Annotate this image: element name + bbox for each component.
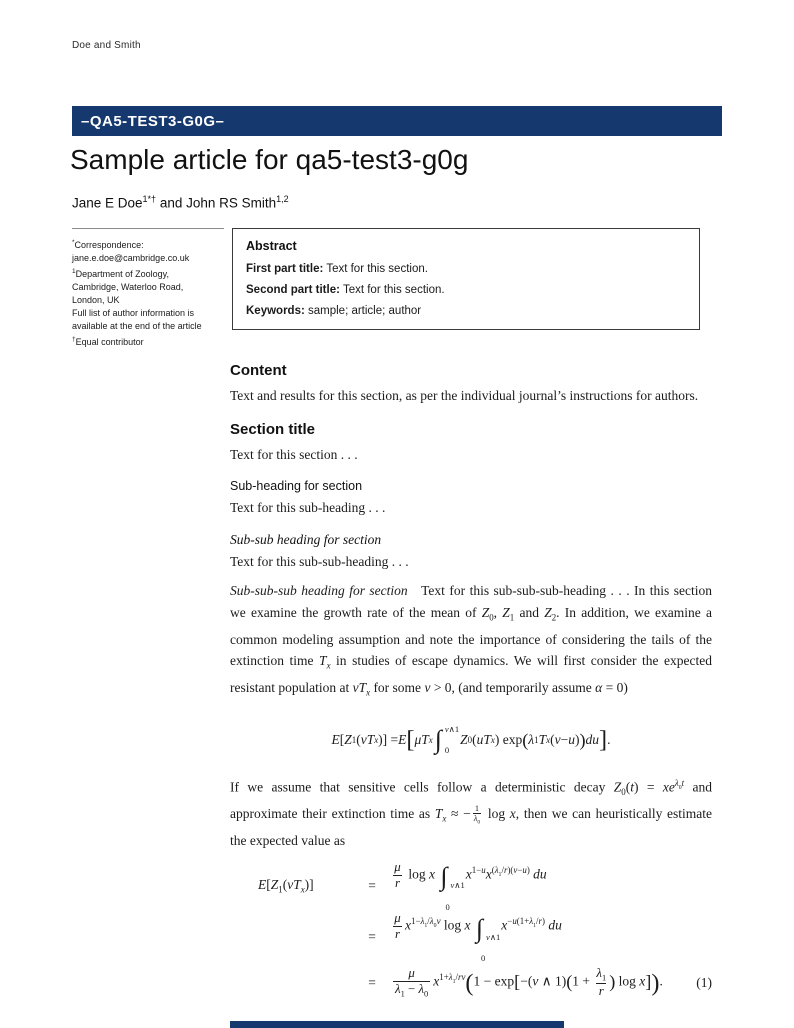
equation-rhs: $\frac{\mu}{r}$ $x^{1-\lambda_1/\lambda_0v}$ log x ∫ v∧1 0 $x^{-u(1+\lambda_1/r)}$ du xyxy=(394,911,562,964)
abstract-text: Text for this section. xyxy=(342,284,445,296)
equation-relation: = xyxy=(368,928,376,944)
abstract-label: First part title: xyxy=(246,263,324,275)
subsubsub-paragraph: Sub-sub-sub heading for section Text for this sub-sub-sub-heading . . . In this section we examine the growth rate of the mean of $Z_0$, $Z_1$ and $Z_2$. In addition, we examine a common modeling assumption and note the importance of considering the tails of the extinction time $T_x$ in studies of escape dynamics. We will first consider the expected resistant population at $vT_x$ for some v > 0, (and temporarily assume α = 0) xyxy=(230,583,713,699)
section-heading: Section title xyxy=(230,420,316,438)
aligned-equation-block xyxy=(230,860,712,1003)
abstract-box xyxy=(232,228,700,330)
journal-banner xyxy=(72,106,722,136)
content-paragraph: Text and results for this section, as per the individual journal’s instructions for authors. xyxy=(230,388,699,403)
equation-rhs: $\frac{\mu}{\lambda_1 - \lambda_0}$ $x^{1+\lambda_1/rv}(1 - \exp[-(v$ ∧ 1)(1 + $\frac{\lambda_1}{r}$ ) log x]). xyxy=(395,966,663,999)
abstract-line xyxy=(246,284,686,296)
display-equation: E [ Z 1 ( vT x )] = E [ μT x ∫ v∧1 0 Z 0 ( uT x ) exp ( λ 1 T x ( v − u ) ) du ] . xyxy=(331,723,611,756)
author-info-note: available at the end of the article xyxy=(72,321,202,331)
subsubheading-paragraph: Text for this sub-sub-heading . . . xyxy=(230,553,409,569)
affiliation-line: Cambridge, Waterloo Road, xyxy=(72,282,184,292)
abstract-line xyxy=(246,263,686,275)
footer-bar xyxy=(230,1021,564,1028)
correspondence-block xyxy=(72,228,224,349)
estimate-paragraph: If we assume that sensitive cells follow a deterministic decay $Z_0(t) = xe^{\lambda_0t}$ and approximate their extinction time as $T_x$ ≈ − $\frac{1}{\lambda_0}$ log x, then we can heuristically estimate the expected value as xyxy=(230,777,713,849)
affiliation-line: London, UK xyxy=(72,295,120,305)
affiliation-line: $^1$Department of Zoology, xyxy=(72,268,170,279)
section-paragraph: Text for this section . . . xyxy=(230,446,358,462)
keywords-text: sample; article; author xyxy=(308,305,422,317)
correspondence-label: *Correspondence: xyxy=(72,239,144,250)
abstract-heading: Abstract xyxy=(246,239,297,253)
subsubheading: Sub-sub heading for section xyxy=(230,531,382,547)
equation-row xyxy=(230,911,712,962)
equation-relation: = xyxy=(368,974,376,990)
author-info-note: Full list of author information is xyxy=(72,308,195,318)
keywords-label: Keywords: xyxy=(246,305,305,317)
banner-text: –QA5-TEST3-G0G– xyxy=(81,112,225,130)
equation-number: (1) xyxy=(696,974,712,990)
abstract-line xyxy=(246,305,686,317)
correspondence-email[interactable]: jane.e.doe@cambridge.co.uk xyxy=(72,253,190,263)
subheading: Sub-heading for section xyxy=(230,479,363,493)
equation-row xyxy=(230,963,712,1003)
running-head: Doe and Smith xyxy=(72,40,141,51)
authors-line: Jane E Doe$^{1*\dagger}$ and John RS Smith$^{1,2}$ xyxy=(72,194,289,211)
abstract-label: Second part title: xyxy=(246,284,340,296)
equation-rhs: $\frac{\mu}{r}$ log x ∫ v∧1 0 $x^{1-u}x^{(\lambda_1/r)(v-u)}$ du xyxy=(394,859,547,912)
equation-row xyxy=(230,860,712,911)
equal-contributor-note: †Equal contributor xyxy=(72,336,144,347)
content-heading: Content xyxy=(230,362,287,379)
article-title: Sample article for qa5-test3-g0g xyxy=(70,144,469,175)
article-body xyxy=(230,362,712,1003)
equation-lhs: $E[Z_1(vT_x)]$ xyxy=(258,876,314,895)
abstract-text: Text for this section. xyxy=(326,263,428,275)
subheading-paragraph: Text for this sub-heading . . . xyxy=(230,500,386,515)
equation-relation: = xyxy=(368,877,376,893)
